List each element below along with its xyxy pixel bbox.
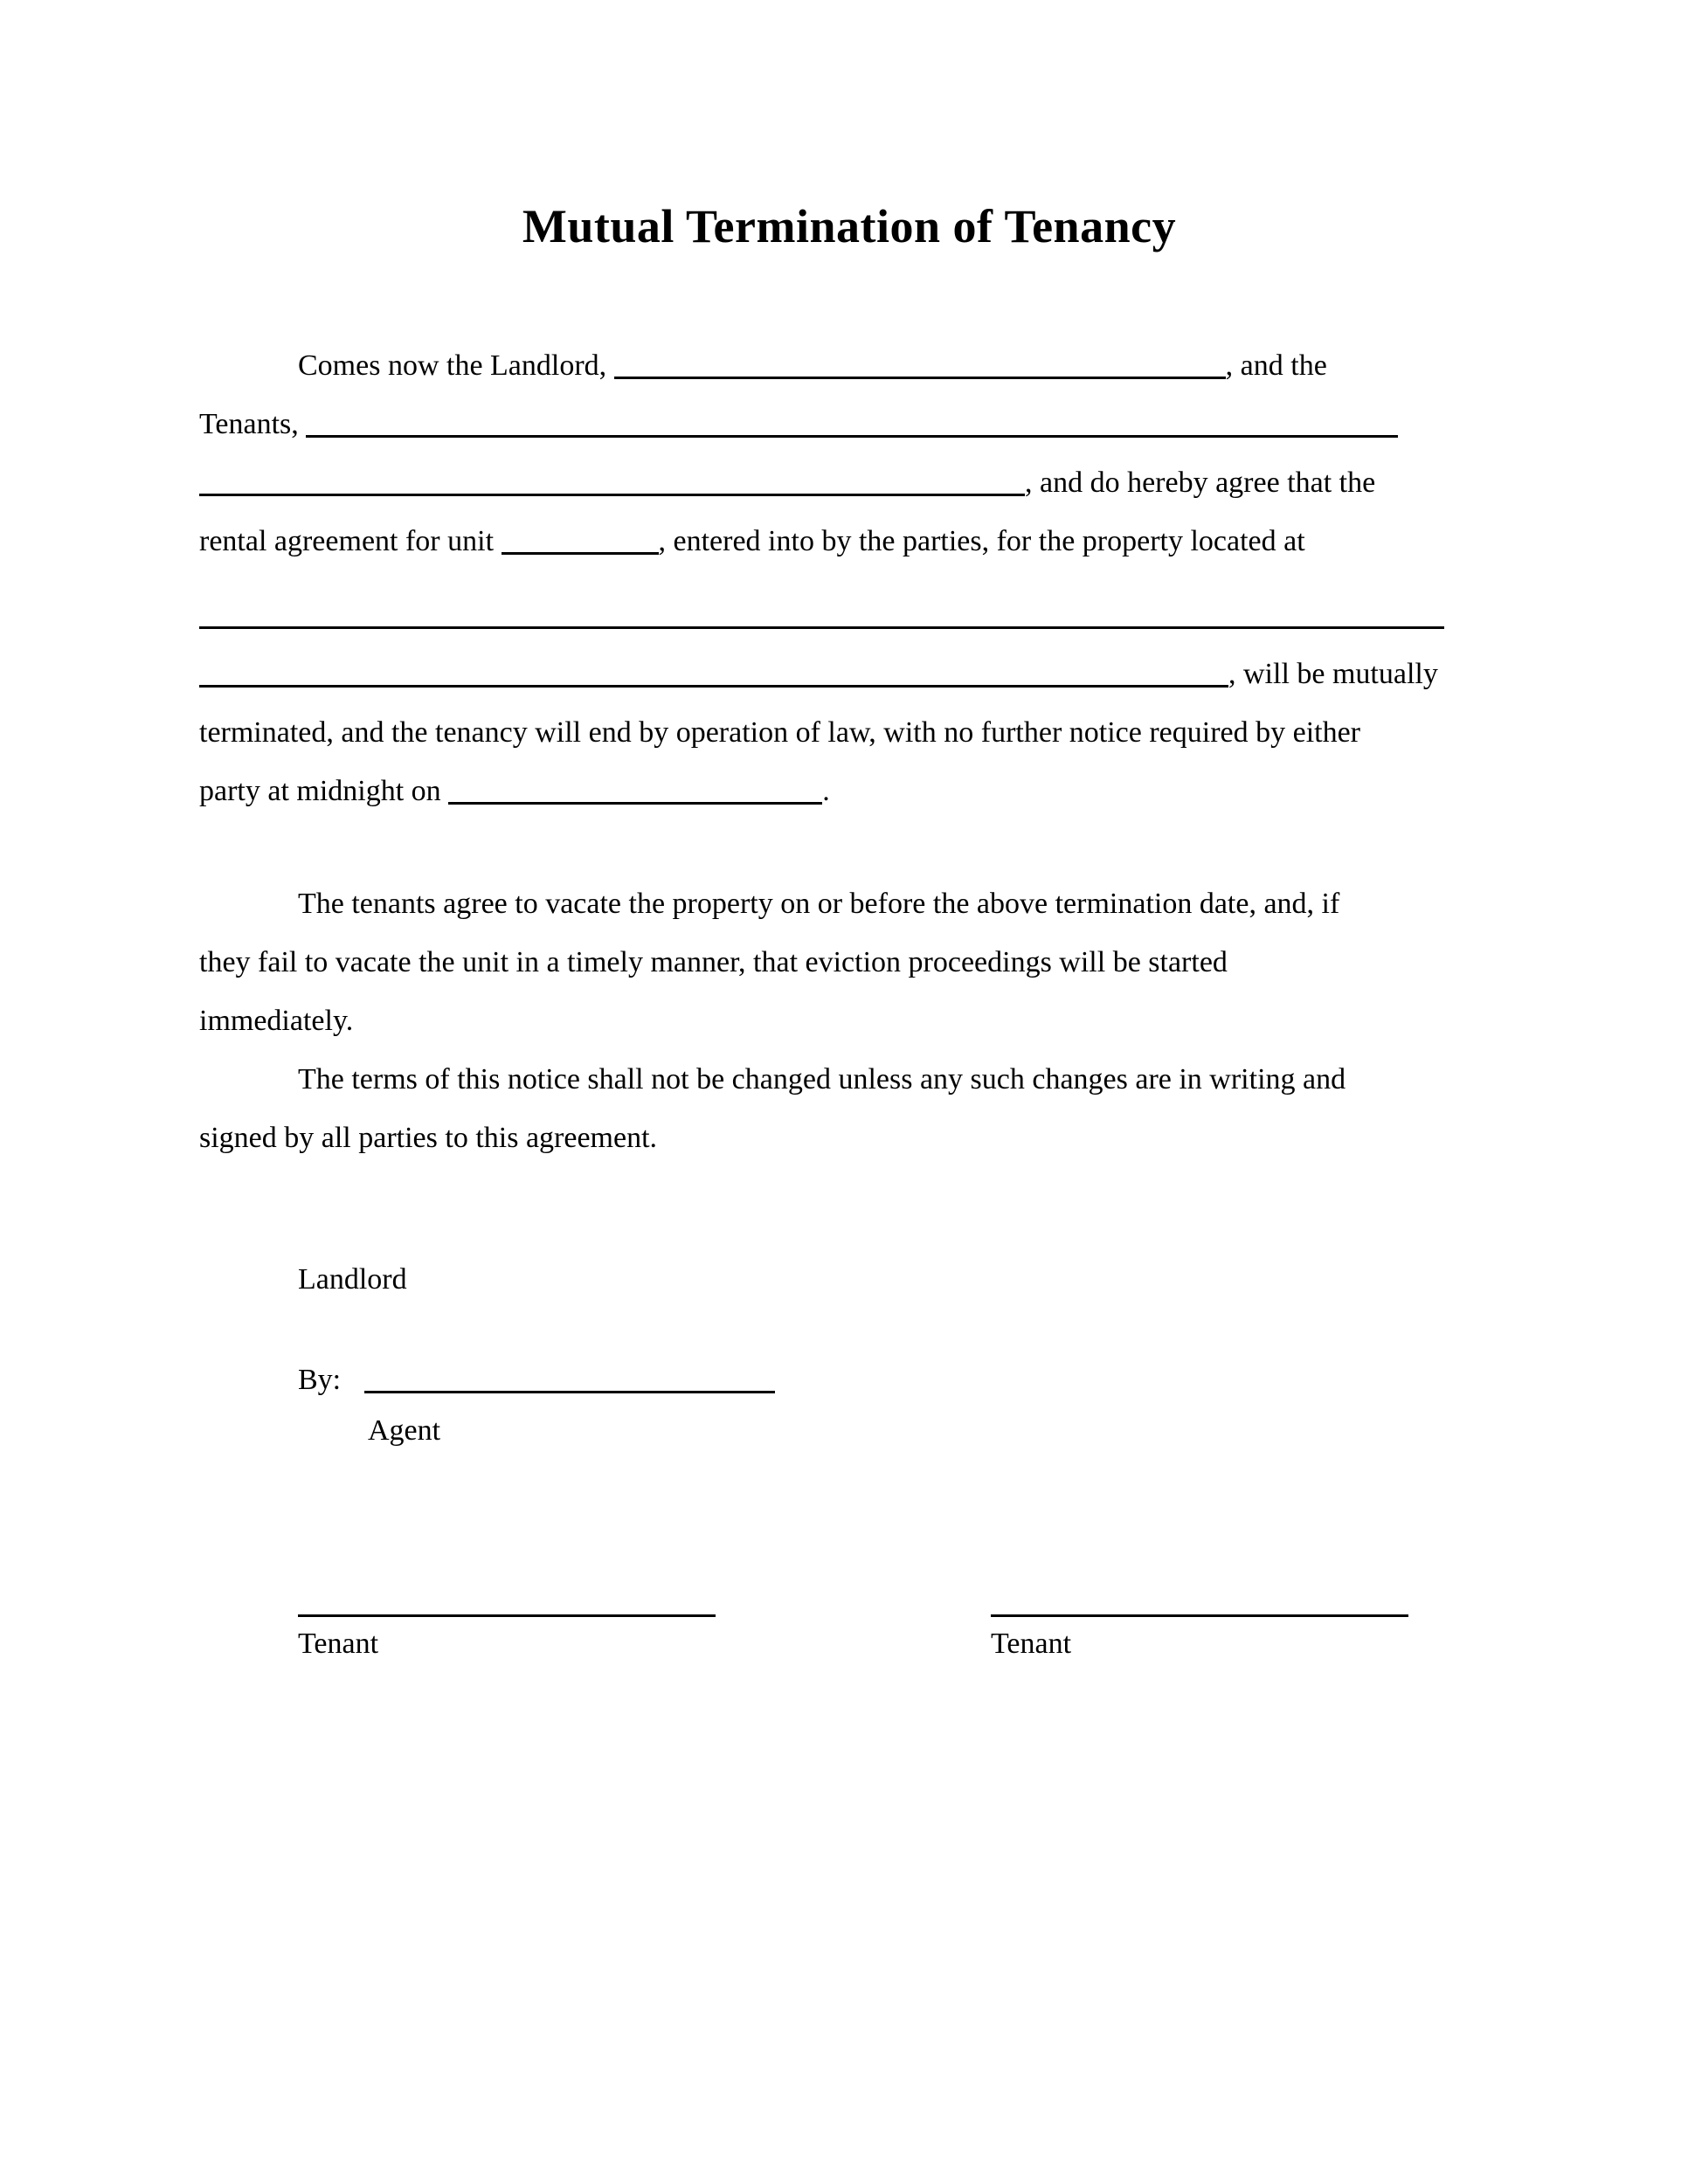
intro-line-4 bbox=[199, 512, 1499, 570]
termination-date-blank bbox=[448, 796, 822, 805]
intro-line-8 bbox=[199, 762, 1499, 820]
landlord-heading-line bbox=[199, 1250, 1499, 1309]
vacate-line-1-text: The tenants agree to vacate the property on or before the above termination date, and, if bbox=[298, 888, 1340, 921]
terms-line-2-text: signed by all parties to this agreement. bbox=[199, 1122, 658, 1155]
intro-line-8-text: party at midnight on bbox=[199, 775, 441, 808]
terms-line-1 bbox=[199, 1050, 1499, 1109]
vacate-line-2 bbox=[199, 933, 1499, 992]
intro-line-4-text-after: , entered into by the parties, for the property located at bbox=[658, 525, 1305, 558]
intro-line-2-text: Tenants, bbox=[199, 408, 299, 441]
tenant-names-blank-2 bbox=[199, 487, 1025, 496]
tenant-label-2: Tenant bbox=[991, 1628, 1072, 1661]
intro-line-1 bbox=[199, 336, 1499, 395]
by-line bbox=[199, 1351, 1499, 1409]
tenant-names-blank-1 bbox=[306, 429, 1398, 438]
intro-line-3 bbox=[199, 453, 1499, 512]
intro-line-7-text: terminated, and the tenancy will end by operation of law, with no further notice required by either bbox=[199, 716, 1361, 750]
intro-paragraph bbox=[199, 336, 1499, 820]
intro-line-2 bbox=[199, 395, 1499, 453]
terms-line-2 bbox=[199, 1109, 1499, 1167]
by-label: By: bbox=[298, 1364, 342, 1397]
intro-line-7 bbox=[199, 703, 1499, 762]
landlord-signature-section bbox=[199, 1250, 1499, 1453]
landlord-heading-text: Landlord bbox=[298, 1263, 407, 1296]
property-address-blank-1 bbox=[199, 620, 1444, 629]
tenant-signature-section bbox=[199, 1614, 1499, 1671]
unit-number-blank bbox=[502, 546, 659, 555]
vacate-line-1 bbox=[199, 874, 1499, 933]
landlord-name-blank bbox=[614, 370, 1226, 379]
agent-label-line bbox=[199, 1409, 1499, 1453]
intro-line-1-text-after: , and the bbox=[1225, 349, 1327, 383]
intro-line-6 bbox=[199, 645, 1499, 703]
agent-signature-blank bbox=[364, 1385, 775, 1393]
agent-label: Agent bbox=[368, 1414, 441, 1448]
document-content bbox=[0, 199, 1688, 1671]
property-address-blank-2 bbox=[199, 679, 1228, 688]
intro-line-8-text-after: . bbox=[822, 775, 830, 808]
tenant-signature-col-1 bbox=[298, 1614, 716, 1671]
intro-line-5 bbox=[199, 586, 1499, 645]
intro-line-6-text: , will be mutually bbox=[1228, 658, 1438, 691]
document-title: Mutual Termination of Tenancy bbox=[522, 200, 1177, 252]
tenant-signature-col-2 bbox=[991, 1614, 1408, 1671]
vacate-line-3 bbox=[199, 992, 1499, 1050]
intro-line-3-text: , and do hereby agree that the bbox=[1025, 467, 1376, 500]
vacate-line-2-text: they fail to vacate the unit in a timely manner, that eviction proceedings will be started bbox=[199, 946, 1228, 979]
intro-line-1-text: Comes now the Landlord, bbox=[298, 349, 607, 383]
vacate-paragraph bbox=[199, 874, 1499, 1050]
tenant-label-1: Tenant bbox=[298, 1628, 379, 1661]
terms-paragraph bbox=[199, 1050, 1499, 1167]
terms-line-1-text: The terms of this notice shall not be changed unless any such changes are in writing and bbox=[298, 1063, 1346, 1096]
vacate-line-3-text: immediately. bbox=[199, 1005, 354, 1038]
intro-line-4-text: rental agreement for unit bbox=[199, 525, 495, 558]
